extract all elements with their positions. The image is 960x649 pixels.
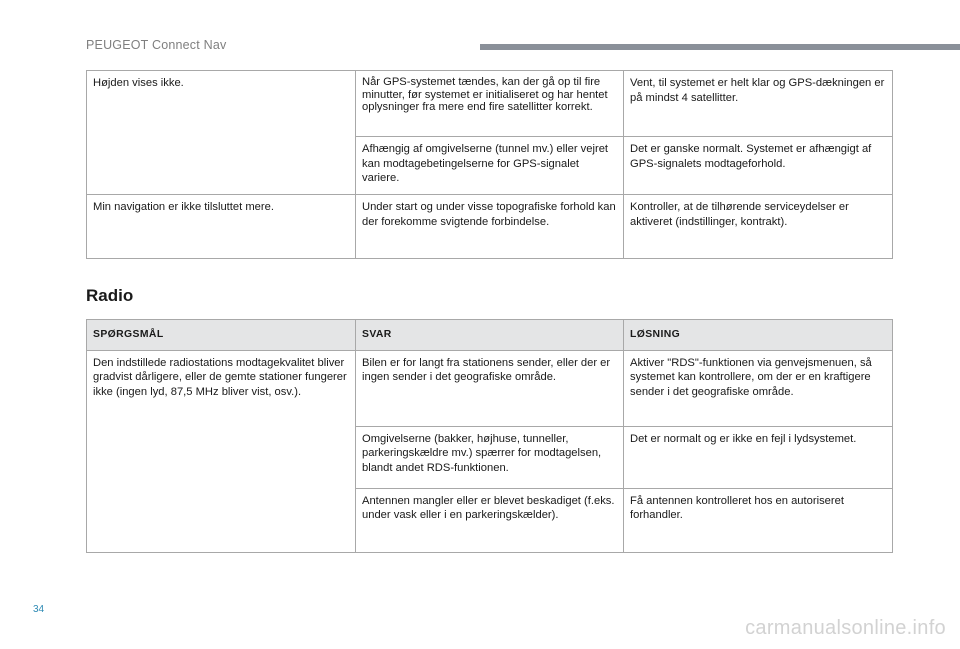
solution-cell: Få antennen kontrolleret hos en autoriseret forhandler. <box>624 488 893 552</box>
site-watermark: carmanualsonline.info <box>745 617 946 639</box>
solution-cell: Aktiver "RDS"-funktionen via genvejsmenuen, så systemet kan kontrollere, om der er en kraftigere sender i det geografiske område. <box>624 350 893 426</box>
answer-cell: Under start og under visse topografiske forhold kan der forekomme svigtende forbindelse. <box>356 195 624 259</box>
column-header-answer: SVAR <box>356 320 624 351</box>
solution-cell: Kontroller, at de tilhørende serviceydelser er aktiveret (indstillinger, kontrakt). <box>624 195 893 259</box>
question-cell: Den indstillede radiostations modtagekvalitet bliver gradvist dårligere, eller de gemte stationer fungerer ikke (ingen lyd, 87,5 MHz bliver vist, osv.). <box>87 350 356 552</box>
column-header-solution: LØSNING <box>624 320 893 351</box>
answer-cell: Når GPS-systemet tændes, kan der gå op til fire minutter, før systemet er initialiseret og har hentet oplysninger fra mere end fire satellitter korrekt. <box>356 71 624 137</box>
solution-cell: Vent, til systemet er helt klar og GPS-dækningen er på mindst 4 satellitter. <box>624 71 893 137</box>
document-header-title: PEUGEOT Connect Nav <box>86 38 227 52</box>
question-cell: Min navigation er ikke tilsluttet mere. <box>87 195 356 259</box>
answer-cell: Antennen mangler eller er blevet beskadiget (f.eks. under vask eller i en parkeringskælder). <box>356 488 624 552</box>
table-row <box>87 350 893 426</box>
gps-troubleshooting-table <box>86 70 893 259</box>
page-number: 34 <box>33 604 45 615</box>
table-row <box>87 71 893 137</box>
table-row <box>87 195 893 259</box>
question-cell: Højden vises ikke. <box>87 71 356 195</box>
answer-cell: Omgivelserne (bakker, højhuse, tunneller, parkeringskældre mv.) spærrer for modtagelsen, blandt andet RDS-funktionen. <box>356 426 624 488</box>
column-header-question: SPØRGSMÅL <box>87 320 356 351</box>
section-title-radio: Radio <box>86 286 134 305</box>
table-header-row <box>87 320 893 351</box>
radio-troubleshooting-table <box>86 319 893 553</box>
solution-cell: Det er ganske normalt. Systemet er afhængigt af GPS-signalets modtageforhold. <box>624 137 893 195</box>
header-accent-bar <box>480 44 960 50</box>
answer-cell: Afhængig af omgivelserne (tunnel mv.) eller vejret kan modtagebetingelserne for GPS-signalet variere. <box>356 137 624 195</box>
solution-cell: Det er normalt og er ikke en fejl i lydsystemet. <box>624 426 893 488</box>
answer-cell: Bilen er for langt fra stationens sender, eller der er ingen sender i det geografiske område. <box>356 350 624 426</box>
